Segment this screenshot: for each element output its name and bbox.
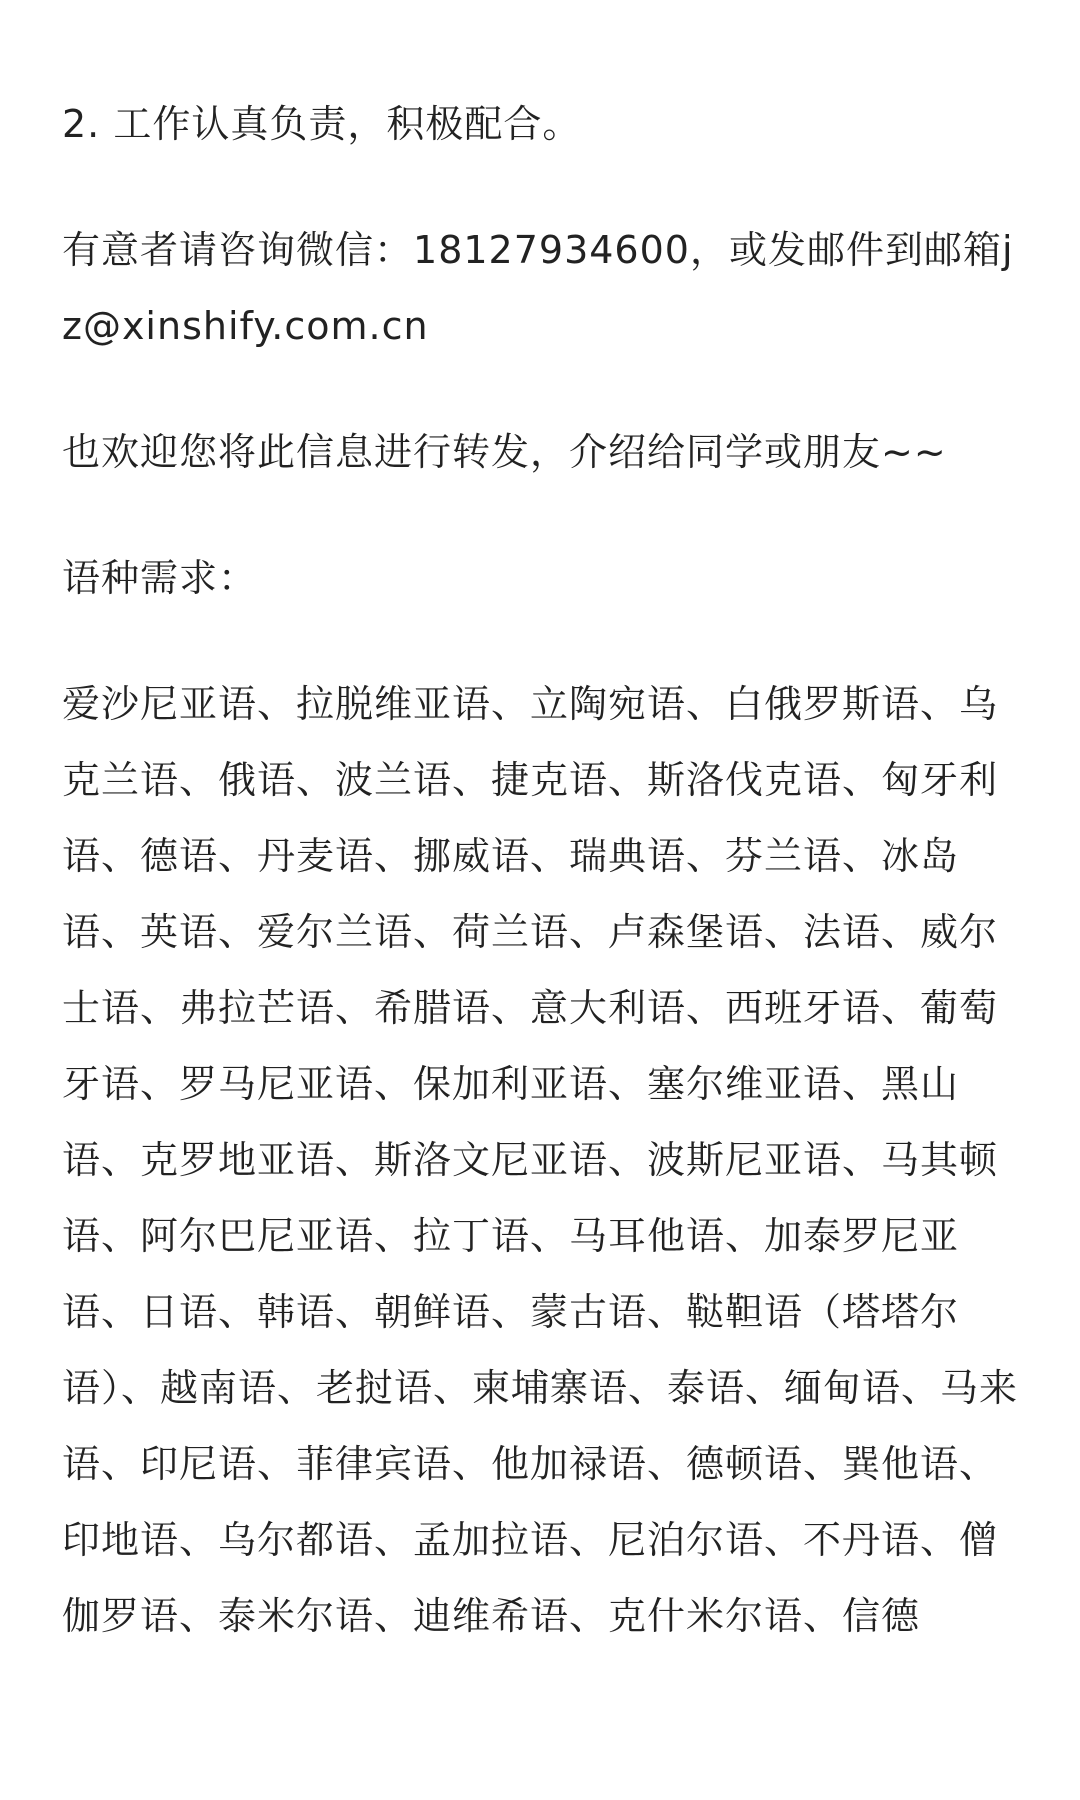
languages-heading: 语种需求： (62, 556, 258, 600)
languages-list: 爱沙尼亚语、拉脱维亚语、立陶宛语、白俄罗斯语、乌克兰语、俄语、波兰语、捷克语、斯洛伐克语、匈牙利语、德语、丹麦语、挪威语、瑞典语、芬兰语、冰岛语、英语、爱尔兰语、荷兰语、卢森堡语、法语、威尔士语、弗拉芒语、希腊语、意大利语、西班牙语、葡萄牙语、罗马尼亚语、保加利亚语、塞尔维亚语、黑山语、克罗地亚语、斯洛文尼亚语、波斯尼亚语、马其顿语、阿尔巴尼亚语、拉丁语、马耳他语、加泰罗尼亚语、日语、韩语、朝鲜语、蒙古语、鞑靼语（塔塔尔语）、越南语、老挝语、柬埔寨语、泰语、缅甸语、马来语、印尼语、菲律宾语、他加禄语、德顿语、巽他语、印地语、乌尔都语、孟加拉语、尼泊尔语、不丹语、僧伽罗语、泰米尔语、迪维希语、克什米尔语、信德 (62, 682, 1019, 1638)
contact-paragraph (62, 212, 1018, 364)
contact-middle: ，或发邮件到邮箱 (689, 228, 1002, 272)
wechat-number: 18127934600 (413, 228, 690, 272)
share-note: 也欢迎您将此信息进行转发，介绍给同学或朋友~~ (62, 430, 947, 474)
requirement-item: 2. 工作认真负责，积极配合。 (62, 102, 582, 146)
contact-prefix: 有意者请咨询微信： (62, 228, 414, 272)
email-address: jz@xinshify.com.cn (62, 228, 1014, 348)
